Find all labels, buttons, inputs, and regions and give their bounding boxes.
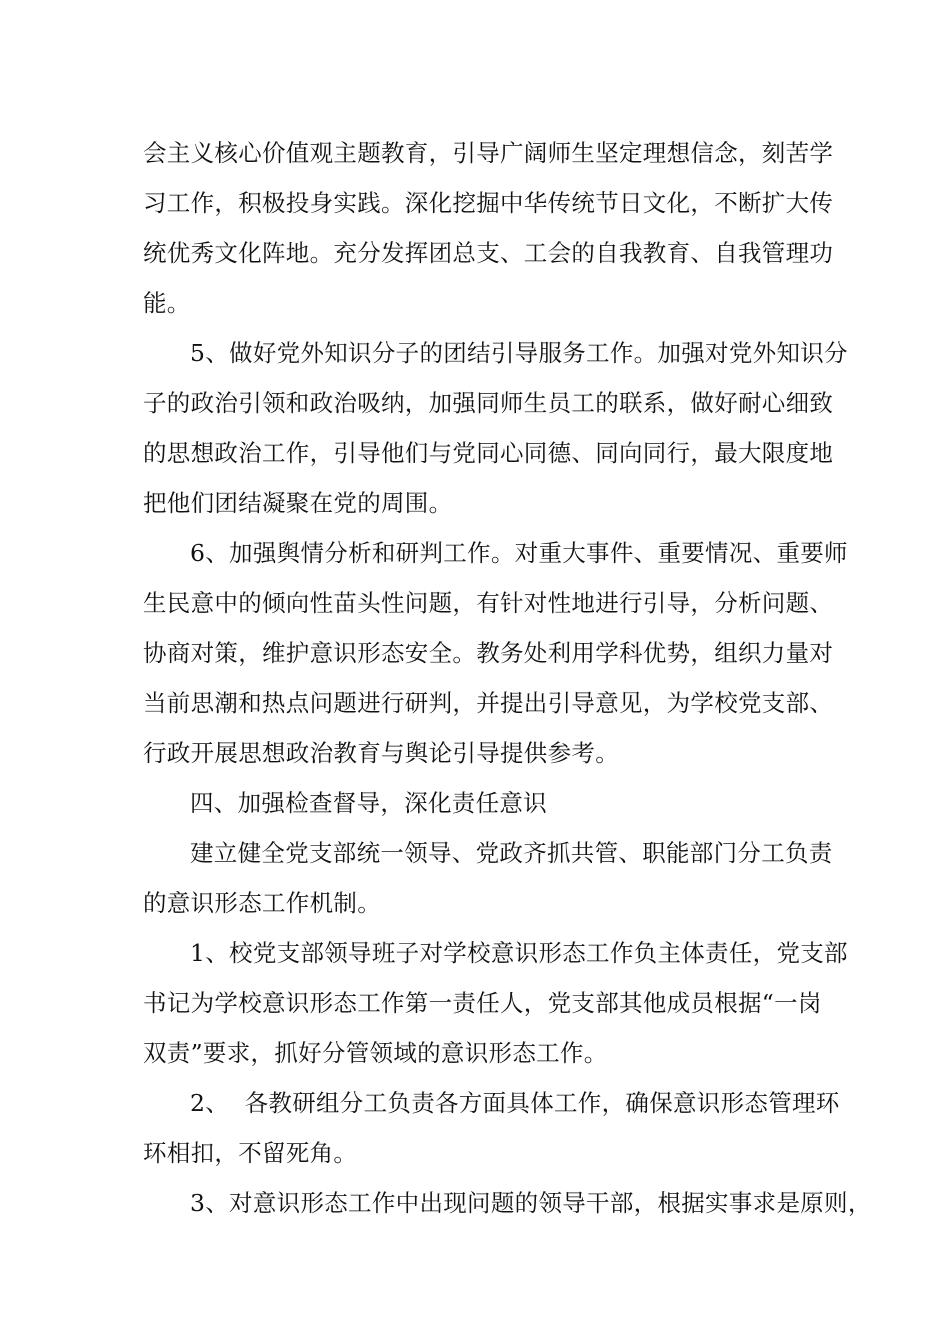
text-line: 行政开展思想政治教育与舆论引导提供参考。 xyxy=(143,739,619,767)
text-line: 能。 xyxy=(143,289,191,317)
section-heading: 四、加强检查督导，深化责任意识 xyxy=(190,789,547,817)
paragraph-start-line: 3、对意识形态工作中出现问题的领导干部，根据实事求是原则， xyxy=(190,1189,872,1217)
text-line: 当前思潮和热点问题进行研判，并提出引导意见，为学校党支部、 xyxy=(143,689,834,717)
text-line: 生民意中的倾向性苗头性问题，有针对性地进行引导，分析问题、 xyxy=(143,589,834,617)
text-line: 习工作，积极投身实践。深化挖掘中华传统节日文化，不断扩大传 xyxy=(143,189,834,217)
text-line: 把他们团结凝聚在党的周围。 xyxy=(143,489,453,517)
text-line: 统优秀文化阵地。充分发挥团总支、工会的自我教育、自我管理功 xyxy=(143,239,834,267)
text-line: 会主义核心价值观主题教育，引导广阔师生坚定理想信念，刻苦学 xyxy=(143,139,834,167)
document-body xyxy=(143,128,872,1228)
text-line: 的意识形态工作机制。 xyxy=(143,889,381,917)
paragraph-start-line: 2、 各教研组分工负责各方面具体工作，确保意识形态管理环 xyxy=(190,1089,840,1117)
text-line: 书记为学校意识形态工作第一责任人，党支部其他成员根据“一岗 xyxy=(143,989,822,1017)
paragraph-start-line: 1、校党支部领导班子对学校意识形态工作负主体责任，党支部 xyxy=(190,939,848,967)
text-line: 的思想政治工作，引导他们与党同心同德、同向同行，最大限度地 xyxy=(143,439,834,467)
paragraph-start-line: 5、做好党外知识分子的团结引导服务工作。加强对党外知识分 xyxy=(190,339,848,367)
text-line: 子的政治引领和政治吸纳，加强同师生员工的联系，做好耐心细致 xyxy=(143,389,834,417)
paragraph-start-line: 6、加强舆情分析和研判工作。对重大事件、重要情况、重要师 xyxy=(190,539,848,567)
text-line: 环相扣，不留死角。 xyxy=(143,1139,358,1167)
text-line: 双责”要求，抓好分管领域的意识形态工作。 xyxy=(143,1039,608,1067)
paragraph-start-line: 建立健全党支部统一领导、党政齐抓共管、职能部门分工负责 xyxy=(190,839,833,867)
text-line: 协商对策，维护意识形态安全。教务处利用学科优势，组织力量对 xyxy=(143,639,834,667)
